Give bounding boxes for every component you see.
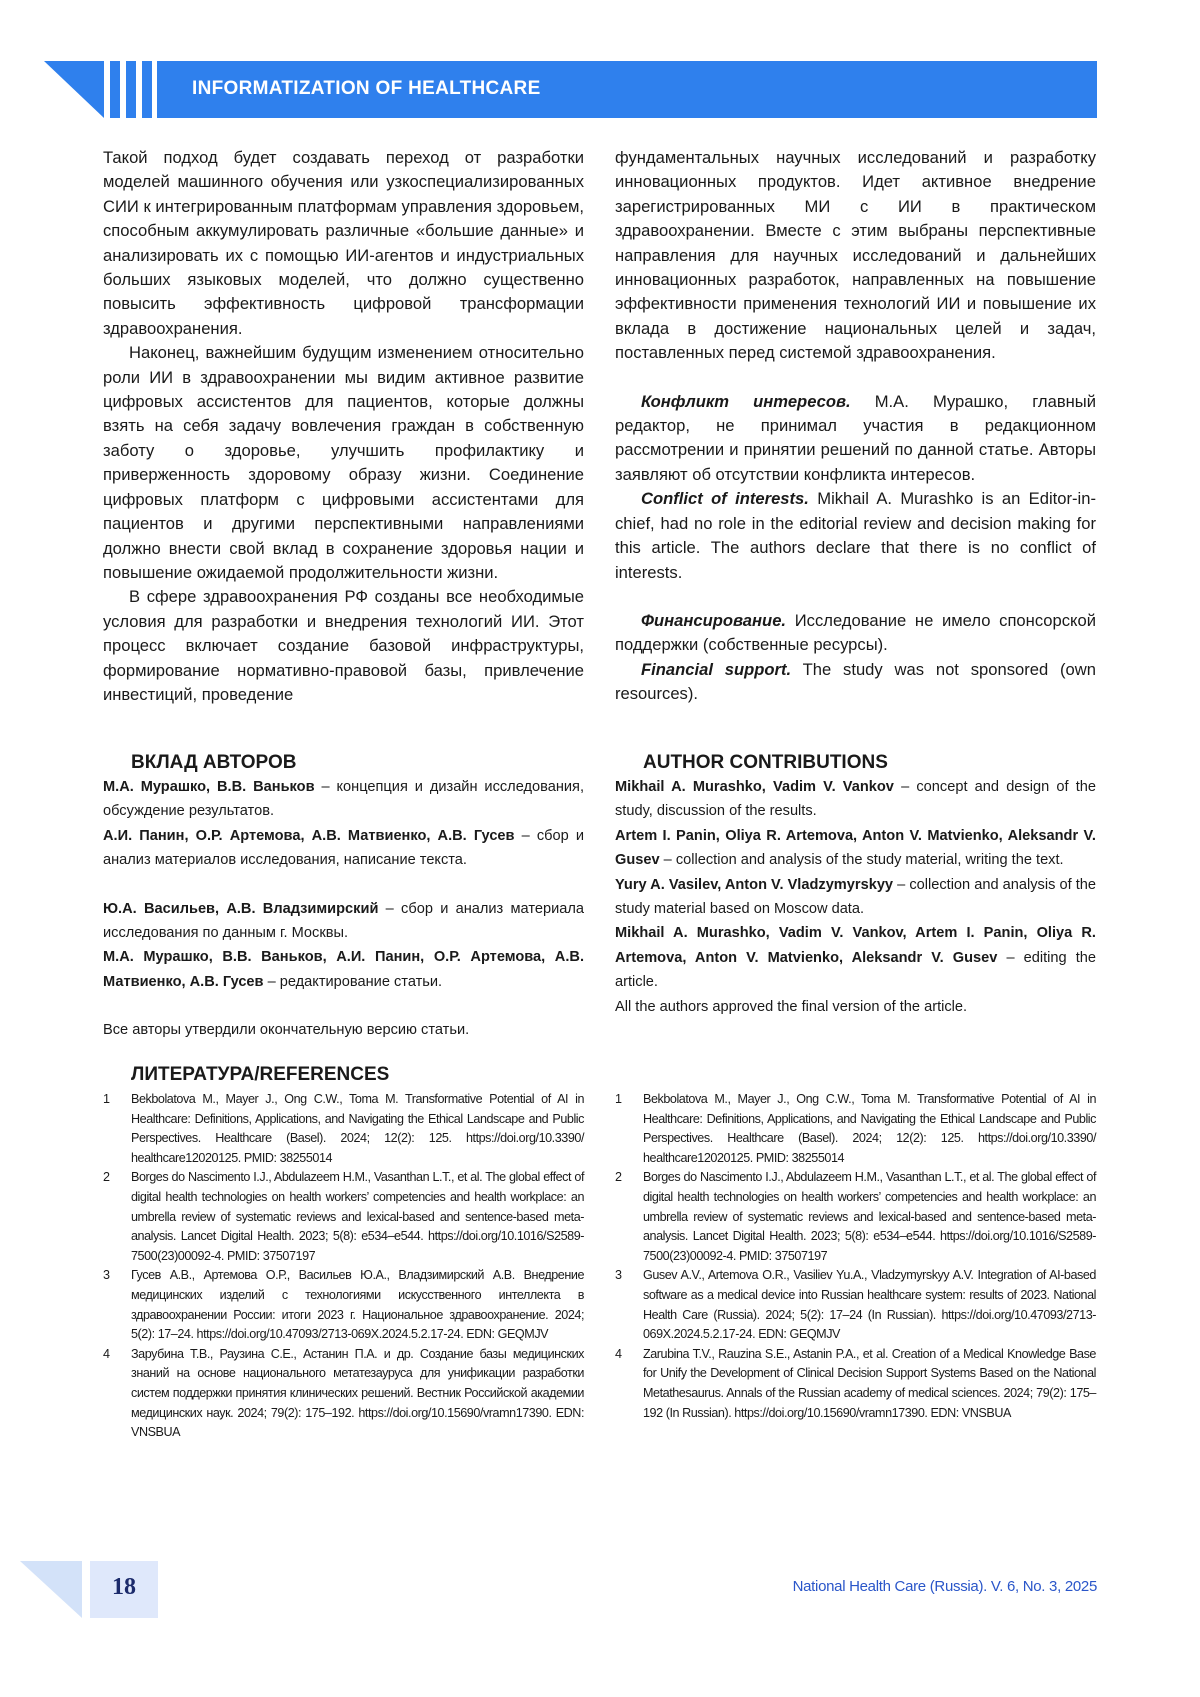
body-left-column: [103, 146, 584, 707]
contribution-item: Artem I. Panin, Oliya R. Artemova, Anton V. Matvienko, Aleksandr V. Gusev – collection and analysis of the study material, writing the text.: [615, 824, 1096, 873]
journal-citation: National Health Care (Russia). V. 6, No. 3, 2025: [793, 1578, 1097, 1595]
contribution-item: Yury A. Vasilev, Anton V. Vladzymyrskyy – collection and analysis of the study material based on Moscow data.: [615, 873, 1096, 922]
section-title: INFORMATIZATION OF HEALTHCARE: [192, 78, 541, 100]
funding-ru-lead: Финансирование.: [641, 611, 786, 630]
conflict-ru-lead: Конфликт интересов.: [641, 392, 851, 411]
paragraph: фундаментальных научных исследований и разработку инновационных продуктов. Идет активное внедрение зарегистрированных МИ с ИИ в практическом здравоохранении. Вместе с этим выбраны перспективные направления для научных исследований и дальнейших инновационных разработок, направленных на повышение эффективности применения технологий ИИ и повышение их вклада в достижение национальных целей и задач, поставленных перед системой здравоохранения.: [615, 146, 1096, 366]
funding-en-lead: Financial support.: [641, 660, 791, 679]
reference-item: 2 Borges do Nascimento I.J., Abdulazeem H.M., Vasanthan L.T., et al. The global effect of digital health technologies on health workers’ competencies and health workplace: an umbrella review of systematic reviews and lexical-based and sentence-based meta-analysis. Lancet Digital Health. 2023; 5(8): e534–e544. https://doi.org/10.1016/S2589-7500(23)00092-4. PMID: 37507197: [615, 1168, 1096, 1266]
funding-en: Financial support. The study was not sponsored (own resources).: [615, 658, 1096, 707]
conflict-ru: Конфликт интересов. М.А. Мурашко, главный редактор, не принимал участия в редакционном рассмотрении и принятии решений по данной статье. Авторы заявляют об отсутствии конфликта интересов.: [615, 390, 1096, 488]
footer-decoration-icon: [20, 1561, 84, 1618]
contribution-item: Ю.А. Васильев, А.В. Владзимирский – сбор и анализ материала исследования по данным г. Москвы.: [103, 897, 584, 946]
references-heading: ЛИТЕРАТУРА/REFERENCES: [103, 1063, 389, 1087]
header-decoration-icon: [44, 61, 156, 118]
reference-item: 4 Zarubina T.V., Rauzina S.E., Astanin P.A., et al. Creation of a Medical Knowledge Base for Unify the Development of Clinical Decision Support Systems Based on the National Metathesaurus. Annals of the Russian academy of medical sciences. 2024; 79(2): 175–192 (In Russian). https://doi.org/10.15690/vramn17390. EDN: VNSBUA: [615, 1345, 1096, 1423]
reference-item: 1 Bekbolatova M., Mayer J., Ong C.W., Toma M. Transformative Potential of AI in Healthcare: Definitions, Applications, and Navigating the Ethical Landscape and Public Perspectives. Healthcare (Basel). 2024; 12(2): 125. https://doi.org/10.3390/ healthcare12020125. PMID: 38255014: [615, 1090, 1096, 1168]
approval-ru: Все авторы утвердили окончательную версию статьи.: [103, 1018, 584, 1042]
conflict-en: Conflict of interests. Mikhail A. Murashko is an Editor-in-chief, had no role in the editorial review and decision making for this article. The authors declare that there is no conflict of interests.: [615, 487, 1096, 585]
reference-item: 3 Gusev A.V., Artemova O.R., Vasiliev Yu.A., Vladzymyrskyy A.V. Integration of AI-based software as a medical device into Russian healthcare system: results of 2023. National Health Care (Russia). 2024; 5(2): 17–24 (In Russian). https://doi.org/10.47093/2713-069X.2024.5.2.17-24. EDN: GEQMJV: [615, 1266, 1096, 1344]
reference-item: 4 Зарубина Т.В., Раузина С.Е., Астанин П.А. и др. Создание базы медицинских знаний на основе национального метатезауруса для унификации разработки систем поддержки принятия клинических решений. Вестник Российской академии медицинских наук. 2024; 79(2): 175–192. https://doi.org/10.15690/vramn17390. EDN: VNSBUA: [103, 1345, 584, 1443]
references-en: [615, 1090, 1096, 1423]
reference-item: 2 Borges do Nascimento I.J., Abdulazeem H.M., Vasanthan L.T., et al. The global effect of digital health technologies on health workers’ competencies and health workplace: an umbrella review of systematic reviews and lexical-based and sentence-based meta-analysis. Lancet Digital Health. 2023; 5(8): e534–e544. https://doi.org/10.1016/S2589-7500(23)00092-4. PMID: 37507197: [103, 1168, 584, 1266]
contribution-item: Mikhail A. Murashko, Vadim V. Vankov, Artem I. Panin, Oliya R. Artemova, Anton V. Matvienko, Aleksandr V. Gusev – editing the article.: [615, 921, 1096, 994]
contributions-ru-heading: ВКЛАД АВТОРОВ: [103, 751, 584, 775]
contribution-item: М.А. Мурашко, В.В. Ваньков – концепция и дизайн исследования, обсуждение результатов.: [103, 775, 584, 824]
paragraph: Наконец, важнейшим будущим изменением относительно роли ИИ в здравоохранении мы видим активное развитие цифровых ассистентов для пациентов, которые должны взять на себя задачу вовлечения граждан в собственную заботу о здоровье, улучшить профилактику и приверженность здоровому образу жизни. Соединение цифровых платформ с цифровыми ассистентами для пациентов и другими перспективными направлениями должно внести свой вклад в сохранение здоровья нации и повышение ожидаемой продолжительности жизни.: [103, 341, 584, 585]
contribution-item: М.А. Мурашко, В.В. Ваньков, А.И. Панин, О.Р. Артемова, А.В. Матвиенко, А.В. Гусев – редактирование статьи.: [103, 945, 584, 994]
reference-item: 3 Гусев А.В., Артемова О.Р., Васильев Ю.А., Владзимирский А.В. Внедрение медицинских изделий с технологиями искусственного интеллекта в здравоохранении России: итоги 2023 г. Национальное здравоохранение. 2024; 5(2): 17–24. https://doi.org/10.47093/2713-069X.2024.5.2.17-24. EDN: GEQMJV: [103, 1266, 584, 1344]
contributions-en-heading: AUTHOR CONTRIBUTIONS: [615, 751, 1096, 775]
reference-item: 1 Bekbolatova M., Mayer J., Ong C.W., Toma M. Transformative Potential of AI in Healthcare: Definitions, Applications, and Navigating the Ethical Landscape and Public Perspectives. Healthcare (Basel). 2024; 12(2): 125. https://doi.org/10.3390/ healthcare12020125. PMID: 38255014: [103, 1090, 584, 1168]
page-number: 18: [90, 1574, 158, 1601]
contribution-item: Mikhail A. Murashko, Vadim V. Vankov – concept and design of the study, discussion of the results.: [615, 775, 1096, 824]
contribution-item: А.И. Панин, О.Р. Артемова, А.В. Матвиенко, А.В. Гусев – сбор и анализ материалов исследования, написание текста.: [103, 824, 584, 873]
contributions-ru: [103, 751, 584, 1043]
body-right-column: [615, 146, 1096, 707]
funding-ru: Финансирование. Исследование не имело спонсорской поддержки (собственные ресурсы).: [615, 609, 1096, 658]
paragraph: В сфере здравоохранения РФ созданы все необходимые условия для разработки и внедрения технологий ИИ. Этот процесс включает создание базовой инфраструктуры, формирование нормативно-правовой базы, привлечение инвестиций, проведение: [103, 585, 584, 707]
contributions-en: [615, 751, 1096, 1019]
conflict-en-lead: Conflict of interests.: [641, 489, 809, 508]
paragraph: Такой подход будет создавать переход от разработки моделей машинного обучения или узкоспециализированных СИИ к интегрированным платформам управления здоровьем, способным аккумулировать различные «большие данные» и анализировать их с помощью ИИ-агентов и индустриальных больших языковых моделей, что должно существенно повысить эффективность цифровой трансформации здравоохранения.: [103, 146, 584, 341]
references-ru: [103, 1090, 584, 1443]
approval-en: All the authors approved the final version of the article.: [615, 995, 1096, 1019]
